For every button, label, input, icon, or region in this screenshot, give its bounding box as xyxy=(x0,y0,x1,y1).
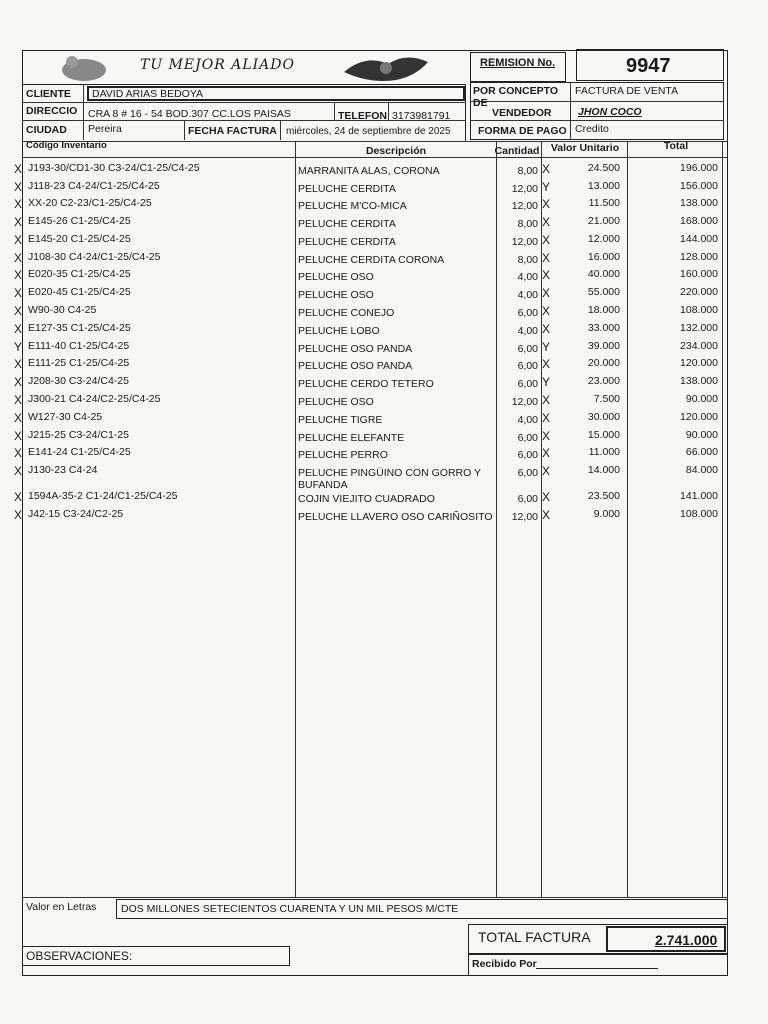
table-row xyxy=(0,268,768,286)
row-total: 90.000 xyxy=(685,393,718,405)
row-unit-price: 21.000 xyxy=(587,215,620,227)
table-row xyxy=(0,446,768,464)
row-code: E145-20 C1-25/C4-25 xyxy=(28,233,131,245)
logo-dragon-icon xyxy=(336,50,436,84)
row-description: COJIN VIEJITO CUADRADO xyxy=(298,493,435,505)
check-mark-icon: X xyxy=(14,286,23,300)
row-code: E127-35 C1-25/C4-25 xyxy=(28,322,131,334)
check-mark-icon: X xyxy=(14,197,23,211)
row-description: PELUCHE M'CO-MICA xyxy=(298,200,407,212)
check-mark-icon: X xyxy=(542,508,551,522)
table-row xyxy=(0,340,768,358)
row-unit-price: 20.000 xyxy=(587,357,620,369)
row-unit-price: 12.000 xyxy=(587,233,620,245)
row-description: PELUCHE OSO PANDA xyxy=(298,360,413,372)
direccion-value: CRA 8 # 16 - 54 BOD.307 CC.LOS PAISAS xyxy=(88,108,291,120)
row-unit-price: 16.000 xyxy=(587,251,620,263)
check-mark-icon: X xyxy=(14,268,23,282)
row-quantity: 6,00 xyxy=(517,493,538,505)
table-row xyxy=(0,429,768,447)
total-value: 2.741.000 xyxy=(655,932,718,948)
table-bottom xyxy=(22,897,728,898)
row-unit-price: 30.000 xyxy=(587,411,620,423)
check-mark-icon: X xyxy=(14,429,23,443)
table-row xyxy=(0,251,768,269)
row-description: MARRANITA ALAS, CORONA xyxy=(298,165,440,177)
valor-letras-value: DOS MILLONES SETECIENTOS CUARENTA Y UN MIL PESOS M/CTE xyxy=(121,903,459,915)
remision-number: 9947 xyxy=(626,55,671,77)
row-quantity: 4,00 xyxy=(517,325,538,337)
row-code: J42-15 C3-24/C2-25 xyxy=(28,508,124,520)
row-quantity: 8,00 xyxy=(517,218,538,230)
check-mark-icon: X xyxy=(14,251,23,265)
check-mark-icon: X xyxy=(542,393,551,407)
row-unit-price: 13.000 xyxy=(587,180,620,192)
check-mark-icon: X xyxy=(14,446,23,460)
telefono-value: 3173981791 xyxy=(392,110,451,122)
row-quantity: 6,00 xyxy=(517,449,538,461)
direccion-label: DIRECCIO xyxy=(26,105,78,117)
telefono-label: TELEFON xyxy=(338,110,387,122)
check-mark-icon: X xyxy=(14,393,23,407)
check-mark-icon: Y xyxy=(542,340,551,354)
cliente-label: CLIENTE xyxy=(26,88,71,100)
check-mark-icon: X xyxy=(542,446,551,460)
check-mark-icon: X xyxy=(542,268,551,282)
row-description: PELUCHE CERDITA xyxy=(298,218,396,230)
check-mark-icon: X xyxy=(542,304,551,318)
row-total: 66.000 xyxy=(685,446,718,458)
forma-pago-label: FORMA DE PAGO xyxy=(478,125,567,137)
cliente-value: DAVID ARIAS BEDOYA xyxy=(92,88,204,100)
check-mark-icon: X xyxy=(14,215,23,229)
row-code: E020-45 C1-25/C4-25 xyxy=(28,286,131,298)
valor-letras-label: Valor en Letras xyxy=(26,901,97,913)
row-unit-price: 18.000 xyxy=(587,304,620,316)
row-code: E141-24 C1-25/C4-25 xyxy=(28,446,131,458)
row-code: J108-30 C4-24/C1-25/C4-25 xyxy=(28,251,161,263)
check-mark-icon: X xyxy=(14,180,23,194)
check-mark-icon: X xyxy=(14,464,23,478)
row-unit-price: 9.000 xyxy=(593,508,620,520)
total-label: TOTAL FACTURA xyxy=(478,929,591,945)
row-description: PELUCHE OSO xyxy=(298,271,374,283)
row-total: 128.000 xyxy=(680,251,718,263)
table-row xyxy=(0,490,768,508)
check-mark-icon: X xyxy=(14,304,23,318)
row-description: PELUCHE OSO xyxy=(298,396,374,408)
row-code: E111-40 C1-25/C4-25 xyxy=(28,340,130,352)
row-total: 90.000 xyxy=(685,429,718,441)
table-row xyxy=(0,197,768,215)
vendedor-value: JHON COCO xyxy=(578,106,642,118)
row-code: 1594A-35-2 C1-24/C1-25/C4-25 xyxy=(28,490,178,502)
row-quantity: 12,00 xyxy=(511,396,538,408)
row-description: PELUCHE LLAVERO OSO CARIÑOSITO xyxy=(298,511,493,523)
divider xyxy=(83,84,84,140)
row-unit-price: 24.500 xyxy=(587,162,620,174)
row-total: 144.000 xyxy=(680,233,718,245)
check-mark-icon: X xyxy=(542,411,551,425)
check-mark-icon: X xyxy=(14,411,23,425)
table-row xyxy=(0,215,768,233)
concepto-value: FACTURA DE VENTA xyxy=(575,85,679,97)
check-mark-icon: X xyxy=(14,490,23,504)
row-total: 141.000 xyxy=(680,490,718,502)
row-total: 234.000 xyxy=(680,340,718,352)
row-description: PELUCHE PERRO xyxy=(298,449,388,461)
col-header-desc: Descripción xyxy=(365,145,427,157)
concepto-label: POR CONCEPTO DE xyxy=(473,85,558,109)
row-code: J118-23 C4-24/C1-25/C4-25 xyxy=(28,180,160,192)
row-unit-price: 40.000 xyxy=(587,268,620,280)
row-code: J130-23 C4-24 xyxy=(28,464,98,476)
check-mark-icon: X xyxy=(14,508,23,522)
check-mark-icon: X xyxy=(542,251,551,265)
row-code: XX-20 C2-23/C1-25/C4-25 xyxy=(28,197,152,209)
divider xyxy=(22,102,466,103)
check-mark-icon: X xyxy=(14,357,23,371)
row-total: 120.000 xyxy=(680,411,718,423)
check-mark-icon: Y xyxy=(542,375,551,389)
ciudad-value: Pereira xyxy=(88,123,122,135)
row-quantity: 8,00 xyxy=(517,165,538,177)
row-code: E111-25 C1-25/C4-25 xyxy=(28,357,130,369)
fecha-label: FECHA FACTURA xyxy=(188,125,277,137)
check-mark-icon: X xyxy=(542,233,551,247)
row-description: PELUCHE TIGRE xyxy=(298,414,383,426)
row-description: PELUCHE CONEJO xyxy=(298,307,395,319)
row-code: W127-30 C4-25 xyxy=(28,411,103,423)
row-unit-price: 7.500 xyxy=(593,393,620,405)
divider xyxy=(280,120,281,140)
row-code: J208-30 C3-24/C4-25 xyxy=(28,375,129,387)
table-row xyxy=(0,411,768,429)
row-unit-price: 11.000 xyxy=(588,446,620,458)
observaciones-label: OBSERVACIONES: xyxy=(26,949,133,963)
table-row xyxy=(0,357,768,375)
row-unit-price: 23.500 xyxy=(587,490,620,502)
row-description: PELUCHE PINGÜINO CON GORRO Y BUFANDA xyxy=(298,467,481,491)
table-row xyxy=(0,393,768,411)
row-code: W90-30 C4-25 xyxy=(28,304,97,316)
row-unit-price: 55.000 xyxy=(587,286,620,298)
row-unit-price: 39.000 xyxy=(587,340,620,352)
check-mark-icon: X xyxy=(14,162,23,176)
check-mark-icon: X xyxy=(542,490,551,504)
row-total: 108.000 xyxy=(680,508,718,520)
row-quantity: 12,00 xyxy=(511,236,538,248)
row-description: PELUCHE CERDITA xyxy=(298,183,396,195)
check-mark-icon: X xyxy=(14,322,23,336)
row-quantity: 4,00 xyxy=(517,414,538,426)
row-quantity: 6,00 xyxy=(517,378,538,390)
row-description: PELUCHE CERDITA xyxy=(298,236,396,248)
divider xyxy=(570,82,571,140)
row-code: J193-30/CD1-30 C3-24/C1-25/C4-25 xyxy=(28,162,200,174)
row-quantity: 6,00 xyxy=(517,432,538,444)
row-description: PELUCHE CERDITA CORONA xyxy=(298,254,445,266)
divider xyxy=(388,102,389,120)
table-row xyxy=(0,180,768,198)
row-total: 156.000 xyxy=(680,180,718,192)
row-total: 138.000 xyxy=(680,375,718,387)
row-description: PELUCHE ELEFANTE xyxy=(298,432,405,444)
table-header-bottom xyxy=(22,157,728,158)
row-quantity: 8,00 xyxy=(517,254,538,266)
check-mark-icon: Y xyxy=(14,340,23,354)
row-quantity: 12,00 xyxy=(511,511,538,523)
row-quantity: 12,00 xyxy=(511,183,538,195)
row-total: 196.000 xyxy=(680,162,718,174)
check-mark-icon: X xyxy=(542,357,551,371)
row-total: 138.000 xyxy=(680,197,718,209)
row-description: PELUCHE OSO PANDA xyxy=(298,343,413,355)
table-row xyxy=(0,233,768,251)
row-quantity: 4,00 xyxy=(517,271,538,283)
col-header-qty: Cantidad xyxy=(494,145,540,157)
row-total: 84.000 xyxy=(685,464,718,476)
row-code: J215-25 C3-24/C1-25 xyxy=(28,429,129,441)
divider xyxy=(470,120,724,121)
check-mark-icon: X xyxy=(542,286,551,300)
row-quantity: 6,00 xyxy=(517,343,538,355)
check-mark-icon: X xyxy=(14,375,23,389)
check-mark-icon: Y xyxy=(542,180,551,194)
check-mark-icon: X xyxy=(14,233,23,247)
row-quantity: 6,00 xyxy=(517,360,538,372)
row-description: PELUCHE CERDO TETERO xyxy=(298,378,434,390)
divider xyxy=(470,101,724,102)
row-total: 160.000 xyxy=(680,268,718,280)
check-mark-icon: X xyxy=(542,322,551,336)
col-header-unit: Valor Unitario xyxy=(550,142,620,154)
row-description: PELUCHE LOBO xyxy=(298,325,380,337)
ciudad-label: CIUDAD xyxy=(26,124,67,136)
logo-bear-icon xyxy=(54,52,114,82)
row-unit-price: 23.000 xyxy=(587,375,620,387)
divider xyxy=(184,120,185,140)
table-row xyxy=(0,162,768,180)
check-mark-icon: X xyxy=(542,429,551,443)
row-code: E020-35 C1-25/C4-25 xyxy=(28,268,131,280)
row-quantity: 6,00 xyxy=(517,467,538,479)
recibido-label: Recibido Por xyxy=(472,958,537,970)
table-row xyxy=(0,508,768,526)
logo-text: TU MEJOR ALIADO xyxy=(140,57,295,73)
vendedor-label: VENDEDOR xyxy=(492,107,552,119)
row-unit-price: 33.000 xyxy=(587,322,620,334)
check-mark-icon: X xyxy=(542,197,551,211)
table-row xyxy=(0,322,768,340)
table-row xyxy=(0,464,768,491)
col-header-total: Total xyxy=(663,140,689,152)
row-description: PELUCHE OSO xyxy=(298,289,374,301)
row-unit-price: 14.000 xyxy=(587,464,620,476)
signature-line xyxy=(536,968,658,969)
row-quantity: 6,00 xyxy=(517,307,538,319)
row-unit-price: 15.000 xyxy=(587,429,620,441)
table-row xyxy=(0,286,768,304)
fecha-value: miércoles, 24 de septiembre de 2025 xyxy=(286,126,451,137)
table-row xyxy=(0,304,768,322)
check-mark-icon: X xyxy=(542,162,551,176)
forma-pago-value: Credito xyxy=(575,123,609,135)
check-mark-icon: X xyxy=(542,215,551,229)
check-mark-icon: X xyxy=(542,464,551,478)
row-quantity: 4,00 xyxy=(517,289,538,301)
table-row xyxy=(0,375,768,393)
row-unit-price: 11.500 xyxy=(588,197,620,209)
divider xyxy=(334,102,335,120)
row-total: 108.000 xyxy=(680,304,718,316)
row-total: 220.000 xyxy=(680,286,718,298)
remision-label: REMISION No. xyxy=(480,57,556,69)
row-total: 168.000 xyxy=(680,215,718,227)
row-total: 132.000 xyxy=(680,322,718,334)
col-header-code: Código Inventario xyxy=(26,140,107,151)
row-quantity: 12,00 xyxy=(511,200,538,212)
row-total: 120.000 xyxy=(680,357,718,369)
row-code: J300-21 C4-24/C2-25/C4-25 xyxy=(28,393,161,405)
row-code: E145-26 C1-25/C4-25 xyxy=(28,215,131,227)
